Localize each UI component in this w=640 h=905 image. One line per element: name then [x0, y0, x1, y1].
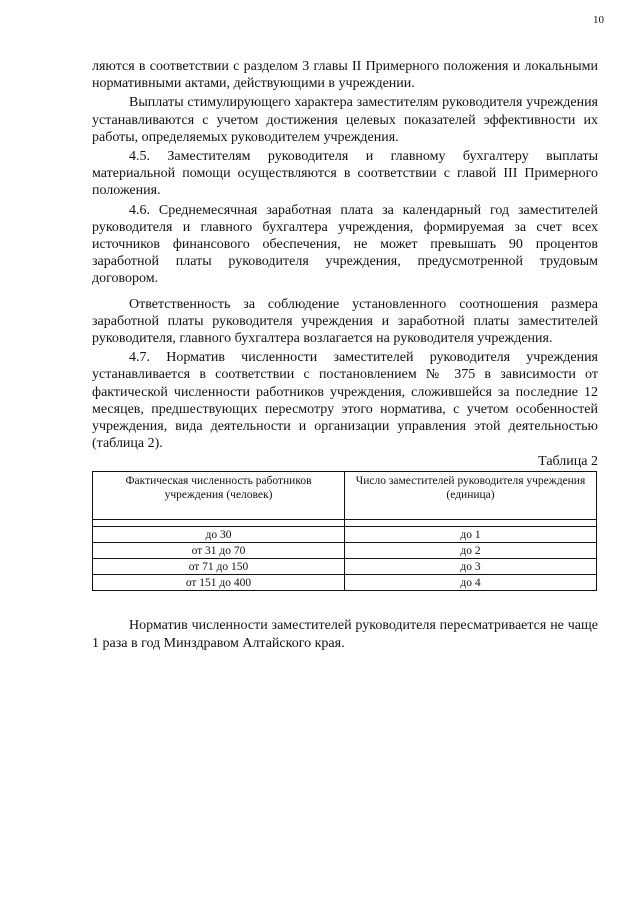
table-row [93, 559, 597, 575]
table-row [93, 543, 597, 559]
table-spacer-cell [345, 520, 597, 527]
paragraph-4-5: 4.5. Заместителям руководителя и главному бухгалтеру выплаты материальной помощи осуществляются в соответствии с главой III Примерного положения. [92, 149, 598, 199]
table-cell-employees: от 151 до 400 [93, 575, 345, 591]
table-spacer-cell [93, 520, 345, 527]
table-cell-deputies: до 4 [345, 575, 597, 591]
page-number: 10 [593, 14, 604, 26]
table-header-deputies: Число заместителей руководителя учреждения (единица) [345, 472, 597, 520]
table-row [93, 527, 597, 543]
paragraph-responsibility: Ответственность за соблюдение установленного соотношения размера заработной платы руководителя учреждения и заработной платы заместителей руководителя, главного бухгалтера возлагается на руководителя учреждения. [92, 296, 598, 347]
paragraph-continuation: ляются в соответствии с разделом 3 главы II Примерного положения и локальными нормативными актами, действующими в учреждении. [92, 59, 598, 92]
paragraph-review-frequency: Норматив численности заместителей руководителя пересматривается не чаще 1 раза в год Минздравом Алтайского края. [92, 618, 598, 651]
table-cell-deputies: до 3 [345, 559, 597, 575]
deputy-staffing-table [92, 471, 597, 591]
table-caption: Таблица 2 [538, 454, 598, 470]
document-body [92, 58, 598, 654]
table-header-employees: Фактическая численность работников учреждения (человек) [93, 472, 345, 520]
table-cell-deputies: до 2 [345, 543, 597, 559]
table-cell-deputies: до 1 [345, 527, 597, 543]
paragraph-incentive-payments: Выплаты стимулирующего характера заместителям руководителя учреждения устанавливаются с учетом достижения целевых показателей эффективности их работы, определяемых руководителем учреждения. [92, 95, 598, 145]
paragraph-4-7: 4.7. Норматив численности заместителей руководителя учреждения устанавливается в соответствии с постановлением № 375 в зависимости от фактической численности работников учреждения, сложившейся за последние 12 месяцев, предшествующих пересмотру этого норматива, с учетом особенностей учреждения, вида деятельности и организации управления этой деятельностью (таблица 2). [92, 350, 598, 452]
table-cell-employees: до 30 [93, 527, 345, 543]
table-cell-employees: от 31 до 70 [93, 543, 345, 559]
paragraph-4-6: 4.6. Среднемесячная заработная плата за календарный год заместителей руководителя и главного бухгалтера учреждения, формируемая за счет всех источников финансового обеспечения, не может превышать 90 процентов заработной платы руководителя учреждения, предусмотренной трудовым договором. [92, 202, 598, 287]
table-header-spacer-row [93, 520, 597, 527]
table-row [93, 575, 597, 591]
table-cell-employees: от 71 до 150 [93, 559, 345, 575]
